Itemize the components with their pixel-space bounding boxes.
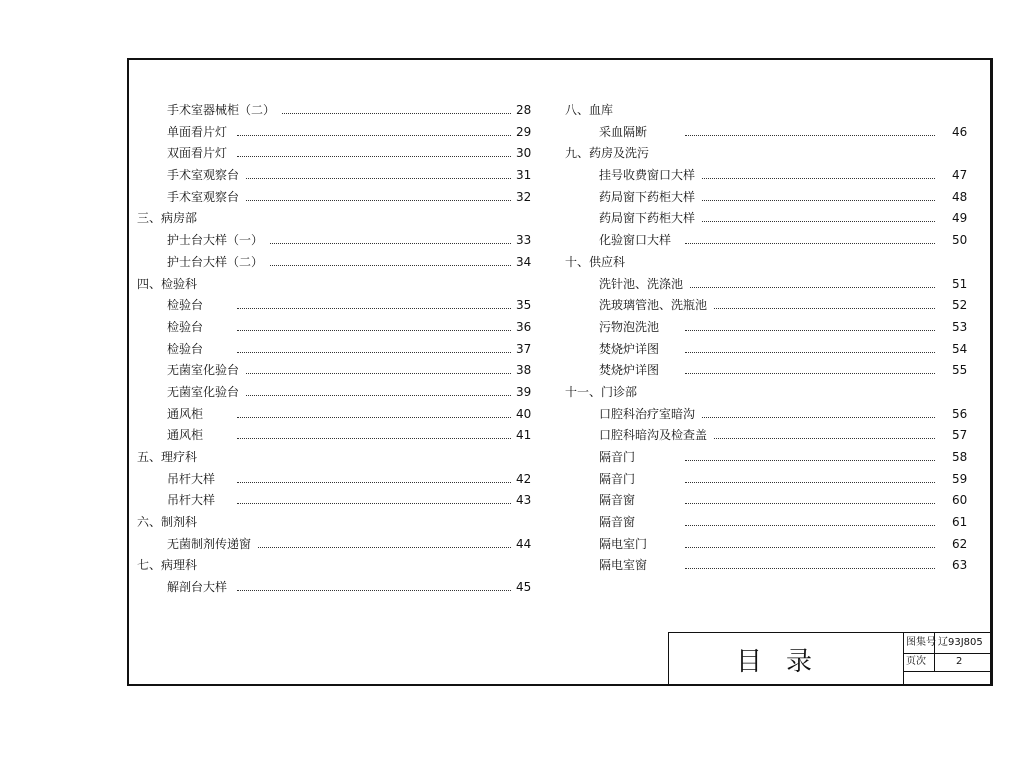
toc-section-heading xyxy=(137,512,537,534)
toc-entry xyxy=(137,469,537,491)
section-title: 五、理疗科 xyxy=(137,447,203,469)
entry-title: 手术室观察台 xyxy=(137,187,245,209)
toc-entry xyxy=(565,165,968,187)
page-number-value: 2 xyxy=(956,656,963,667)
entry-page-number: 40 xyxy=(512,404,531,426)
toc-section-heading xyxy=(565,382,965,404)
entry-page-number: 59 xyxy=(948,469,967,491)
entry-title: 无菌室化验台 xyxy=(137,360,245,382)
toc-section-heading xyxy=(565,100,965,122)
dot-leader xyxy=(685,243,935,244)
entry-page-number: 33 xyxy=(512,230,531,252)
toc-entry xyxy=(565,187,968,209)
entry-title: 解剖台大样 xyxy=(137,577,233,599)
entry-page-number: 60 xyxy=(948,490,967,512)
section-title: 十、供应科 xyxy=(565,252,631,274)
toc-entry xyxy=(137,360,537,382)
entry-page-number: 30 xyxy=(512,143,531,165)
entry-page-number: 34 xyxy=(512,252,531,274)
title-block xyxy=(668,632,993,686)
entry-title: 药局窗下药柜大样 xyxy=(565,187,701,209)
entry-page-number: 57 xyxy=(948,425,967,447)
grid-divider xyxy=(904,653,993,654)
entry-title: 污物泡洗池 xyxy=(565,317,665,339)
section-title: 十一、门诊部 xyxy=(565,382,643,404)
toc-entry xyxy=(565,555,968,577)
toc-entry xyxy=(565,404,968,426)
dot-leader xyxy=(237,547,511,548)
toc-left-column xyxy=(137,100,537,599)
toc-entry xyxy=(565,490,968,512)
entry-title: 手术室器械柜（二） xyxy=(137,100,281,122)
section-title: 八、血库 xyxy=(565,100,619,122)
entry-page-number: 46 xyxy=(948,122,967,144)
dot-leader xyxy=(237,200,511,201)
entry-title: 隔音门 xyxy=(565,447,641,469)
entry-title: 洗针池、洗涤池 xyxy=(565,274,689,296)
toc-entry xyxy=(565,274,968,296)
grid-divider xyxy=(904,671,993,672)
document-title: 目录 xyxy=(735,646,836,677)
entry-page-number: 38 xyxy=(512,360,531,382)
dot-leader xyxy=(685,503,935,504)
entry-page-number: 31 xyxy=(512,165,531,187)
entry-title: 隔电室窗 xyxy=(565,555,653,577)
dot-leader xyxy=(237,352,511,353)
entry-page-number: 39 xyxy=(512,382,531,404)
dot-leader xyxy=(237,417,511,418)
toc-section-heading xyxy=(137,447,537,469)
entry-title: 口腔科暗沟及检查盖 xyxy=(565,425,713,447)
entry-page-number: 35 xyxy=(512,295,531,317)
entry-page-number: 53 xyxy=(948,317,967,339)
section-title: 四、检验科 xyxy=(137,274,203,296)
entry-title: 采血隔断 xyxy=(565,122,653,144)
dot-leader xyxy=(685,308,935,309)
dot-leader xyxy=(237,243,511,244)
toc-entry xyxy=(137,230,537,252)
dot-leader xyxy=(237,590,511,591)
entry-title: 通风柜 xyxy=(137,425,209,447)
dot-leader xyxy=(237,438,511,439)
entry-page-number: 36 xyxy=(512,317,531,339)
entry-title: 无菌室化验台 xyxy=(137,382,245,404)
entry-page-number: 42 xyxy=(512,469,531,491)
toc-entry xyxy=(565,534,968,556)
dot-leader xyxy=(237,156,511,157)
entry-title: 隔音窗 xyxy=(565,512,641,534)
dot-leader xyxy=(237,395,511,396)
toc-entry xyxy=(137,143,537,165)
entry-page-number: 43 xyxy=(512,490,531,512)
entry-title: 护士台大样（二） xyxy=(137,252,269,274)
toc-entry xyxy=(137,122,537,144)
entry-page-number: 47 xyxy=(948,165,967,187)
entry-page-number: 56 xyxy=(948,404,967,426)
entry-page-number: 44 xyxy=(512,534,531,556)
toc-entry xyxy=(565,469,968,491)
entry-title: 药局窗下药柜大样 xyxy=(565,208,701,230)
entry-page-number: 49 xyxy=(948,208,967,230)
atlas-number-label: 图集号 xyxy=(906,637,936,648)
dot-leader xyxy=(237,482,511,483)
section-title: 九、药房及洗污 xyxy=(565,143,655,165)
entry-title: 挂号收费窗口大样 xyxy=(565,165,701,187)
entry-title: 焚烧炉详图 xyxy=(565,339,665,361)
dot-leader xyxy=(237,135,511,136)
entry-title: 洗玻璃管池、洗瓶池 xyxy=(565,295,713,317)
toc-entry xyxy=(137,534,537,556)
dot-leader xyxy=(685,568,935,569)
entry-page-number: 55 xyxy=(948,360,967,382)
section-title: 三、病房部 xyxy=(137,208,203,230)
toc-entry xyxy=(565,512,968,534)
toc-section-heading xyxy=(565,143,965,165)
entry-page-number: 48 xyxy=(948,187,967,209)
entry-page-number: 32 xyxy=(512,187,531,209)
toc-entry xyxy=(137,404,537,426)
toc-entry xyxy=(565,447,968,469)
entry-title: 护士台大样（一） xyxy=(137,230,269,252)
toc-entry xyxy=(565,122,968,144)
toc-entry xyxy=(137,100,537,122)
entry-title: 口腔科治疗室暗沟 xyxy=(565,404,701,426)
toc-entry xyxy=(137,187,537,209)
toc-section-heading xyxy=(137,208,537,230)
toc-entry xyxy=(565,425,968,447)
entry-page-number: 52 xyxy=(948,295,967,317)
entry-page-number: 41 xyxy=(512,425,531,447)
dot-leader xyxy=(685,417,935,418)
dot-leader xyxy=(685,330,935,331)
dot-leader xyxy=(685,525,935,526)
toc-entry xyxy=(565,360,968,382)
dot-leader xyxy=(237,503,511,504)
entry-page-number: 62 xyxy=(948,534,967,556)
entry-page-number: 28 xyxy=(512,100,531,122)
entry-title: 通风柜 xyxy=(137,404,209,426)
dot-leader xyxy=(237,373,511,374)
atlas-number-value: 辽93J805 xyxy=(938,637,983,648)
entry-title: 检验台 xyxy=(137,317,209,339)
dot-leader xyxy=(685,352,935,353)
toc-entry xyxy=(137,339,537,361)
toc-entry xyxy=(565,295,968,317)
entry-page-number: 54 xyxy=(948,339,967,361)
toc-section-heading xyxy=(137,274,537,296)
toc-entry xyxy=(565,339,968,361)
entry-title: 化验窗口大样 xyxy=(565,230,677,252)
toc-entry xyxy=(137,317,537,339)
dot-leader xyxy=(237,308,511,309)
entry-page-number: 37 xyxy=(512,339,531,361)
dot-leader xyxy=(685,135,935,136)
entry-title: 单面看片灯 xyxy=(137,122,233,144)
entry-title: 隔音窗 xyxy=(565,490,641,512)
dot-leader xyxy=(685,200,935,201)
section-title: 六、制剂科 xyxy=(137,512,203,534)
title-block-grid xyxy=(903,633,993,685)
dot-leader xyxy=(685,178,935,179)
toc-entry xyxy=(565,317,968,339)
toc-section-heading xyxy=(565,252,965,274)
entry-title: 无菌制剂传递窗 xyxy=(137,534,257,556)
toc-entry xyxy=(137,425,537,447)
dot-leader xyxy=(685,287,935,288)
toc-entry xyxy=(137,295,537,317)
toc-right-column xyxy=(565,100,968,577)
dot-leader xyxy=(685,460,935,461)
entry-page-number: 45 xyxy=(512,577,531,599)
entry-title: 吊杆大样 xyxy=(137,469,221,491)
toc-entry xyxy=(137,252,537,274)
entry-title: 双面看片灯 xyxy=(137,143,233,165)
toc-entry xyxy=(565,208,968,230)
toc-section-heading xyxy=(137,555,537,577)
dot-leader xyxy=(685,482,935,483)
toc-entry xyxy=(137,165,537,187)
dot-leader xyxy=(685,373,935,374)
entry-title: 检验台 xyxy=(137,339,209,361)
entry-title: 吊杆大样 xyxy=(137,490,221,512)
entry-page-number: 63 xyxy=(948,555,967,577)
entry-page-number: 61 xyxy=(948,512,967,534)
page-number-label: 页次 xyxy=(906,656,926,667)
dot-leader xyxy=(237,330,511,331)
entry-title: 检验台 xyxy=(137,295,209,317)
entry-title: 手术室观察台 xyxy=(137,165,245,187)
entry-title: 隔电室门 xyxy=(565,534,653,556)
dot-leader xyxy=(685,438,935,439)
entry-title: 焚烧炉详图 xyxy=(565,360,665,382)
section-title: 七、病理科 xyxy=(137,555,203,577)
dot-leader xyxy=(685,221,935,222)
entry-page-number: 50 xyxy=(948,230,967,252)
dot-leader xyxy=(237,178,511,179)
toc-entry xyxy=(137,490,537,512)
toc-entry xyxy=(137,382,537,404)
toc-entry xyxy=(565,230,968,252)
dot-leader xyxy=(237,265,511,266)
entry-page-number: 58 xyxy=(948,447,967,469)
entry-title: 隔音门 xyxy=(565,469,641,491)
entry-page-number: 51 xyxy=(948,274,967,296)
entry-page-number: 29 xyxy=(512,122,531,144)
dot-leader xyxy=(685,547,935,548)
toc-entry xyxy=(137,577,537,599)
